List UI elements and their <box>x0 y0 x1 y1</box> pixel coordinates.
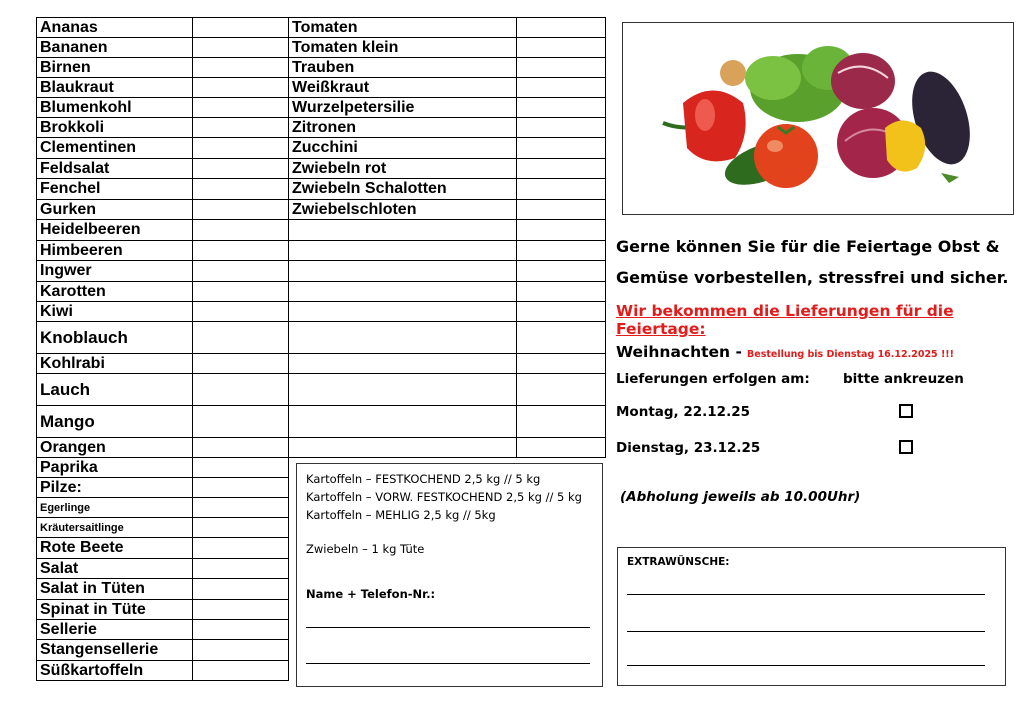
product-name: Trauben <box>289 58 517 78</box>
quantity-cell[interactable] <box>517 302 606 322</box>
table-row <box>37 282 606 302</box>
product-name: Bananen <box>37 38 193 58</box>
quantity-cell[interactable] <box>517 282 606 302</box>
extras-title: EXTRAWÜNSCHE: <box>627 556 730 568</box>
product-name: Sellerie <box>37 620 193 640</box>
quantity-cell[interactable] <box>193 518 289 538</box>
vegetables-photo <box>622 22 1014 215</box>
product-name: Zwiebeln Schalotten <box>289 179 517 200</box>
quantity-cell[interactable] <box>517 98 606 118</box>
quantity-cell[interactable] <box>193 620 289 640</box>
product-name: Kiwi <box>37 302 193 322</box>
quantity-cell[interactable] <box>193 640 289 661</box>
quantity-cell[interactable] <box>193 18 289 38</box>
table-row <box>37 179 606 200</box>
table-row <box>37 374 606 406</box>
extras-line-3[interactable] <box>627 665 985 666</box>
product-name: Birnen <box>37 58 193 78</box>
quantity-cell[interactable] <box>193 118 289 138</box>
quantity-cell[interactable] <box>517 118 606 138</box>
product-name: Zucchini <box>289 138 517 159</box>
holiday-row <box>616 342 954 361</box>
table-row <box>37 200 606 220</box>
product-name: Lauch <box>37 374 193 406</box>
quantity-cell[interactable] <box>193 38 289 58</box>
quantity-cell[interactable] <box>193 138 289 159</box>
product-name: Knoblauch <box>37 322 193 354</box>
quantity-cell[interactable] <box>193 58 289 78</box>
order-deadline: Bestellung bis Dienstag 16.12.2025 !!! <box>747 349 954 360</box>
contact-label: Name + Telefon-Nr.: <box>306 587 436 601</box>
table-row <box>37 18 606 38</box>
product-name: Brokkoli <box>37 118 193 138</box>
product-name: Tomaten <box>289 18 517 38</box>
product-name: Ananas <box>37 18 193 38</box>
quantity-cell[interactable] <box>193 78 289 98</box>
delivery-notice: Wir bekommen die Lieferungen für die Feiertage: <box>616 302 954 338</box>
quantity-cell[interactable] <box>193 538 289 559</box>
quantity-cell[interactable] <box>193 579 289 600</box>
product-name: Blaukraut <box>37 78 193 98</box>
quantity-cell[interactable] <box>517 38 606 58</box>
quantity-cell[interactable] <box>517 138 606 159</box>
quantity-cell[interactable] <box>517 406 606 438</box>
holiday-label: Weihnachten - <box>616 343 742 361</box>
empty-product-cell[interactable] <box>289 354 517 374</box>
onion-bag: Zwiebeln – 1 kg Tüte <box>306 542 425 556</box>
product-name: Paprika <box>37 458 193 478</box>
extras-box <box>617 547 1006 686</box>
table-row <box>37 406 606 438</box>
checkbox-monday[interactable] <box>899 404 913 423</box>
empty-product-cell[interactable] <box>289 322 517 354</box>
quantity-cell[interactable] <box>517 438 606 458</box>
quantity-cell[interactable] <box>193 322 289 354</box>
quantity-cell[interactable] <box>517 200 606 220</box>
product-name: Süßkartoffeln <box>37 661 193 681</box>
table-row <box>37 241 606 261</box>
product-name: Mango <box>37 406 193 438</box>
product-name: Wurzelpetersilie <box>289 98 517 118</box>
product-name: Pilze: <box>37 478 193 498</box>
table-row <box>37 322 606 354</box>
quantity-cell[interactable] <box>517 261 606 282</box>
quantity-cell[interactable] <box>193 220 289 241</box>
quantity-cell[interactable] <box>193 498 289 518</box>
table-row <box>37 98 606 118</box>
quantity-cell[interactable] <box>193 261 289 282</box>
quantity-cell[interactable] <box>193 600 289 620</box>
quantity-cell[interactable] <box>193 302 289 322</box>
quantity-cell[interactable] <box>193 98 289 118</box>
empty-product-cell[interactable] <box>289 438 517 458</box>
product-name: Karotten <box>37 282 193 302</box>
product-name: Egerlinge <box>37 498 193 518</box>
quantity-cell[interactable] <box>193 200 289 220</box>
delivery-day-tuesday: Dienstag, 23.12.25 <box>616 440 761 456</box>
table-row <box>37 58 606 78</box>
product-name: Gurken <box>37 200 193 220</box>
quantity-cell[interactable] <box>193 241 289 261</box>
product-name: Himbeeren <box>37 241 193 261</box>
product-name: Zwiebeln rot <box>289 159 517 179</box>
product-name: Spinat in Tüte <box>37 600 193 620</box>
quantity-cell[interactable] <box>517 322 606 354</box>
quantity-cell[interactable] <box>517 354 606 374</box>
potato-festkochend: Kartoffeln – FESTKOCHEND 2,5 kg // 5 kg <box>306 472 541 486</box>
product-name: Weißkraut <box>289 78 517 98</box>
table-row <box>37 438 606 458</box>
table-row <box>37 78 606 98</box>
potato-mehlig: Kartoffeln – MEHLIG 2,5 kg // 5kg <box>306 508 496 522</box>
empty-product-cell[interactable] <box>289 406 517 438</box>
empty-product-cell[interactable] <box>289 241 517 261</box>
quantity-cell[interactable] <box>193 406 289 438</box>
product-name: Salat in Tüten <box>37 579 193 600</box>
quantity-cell[interactable] <box>193 661 289 681</box>
product-name: Tomaten klein <box>289 38 517 58</box>
table-row <box>37 118 606 138</box>
product-name: Salat <box>37 559 193 579</box>
table-row <box>37 138 606 159</box>
quantity-cell[interactable] <box>517 58 606 78</box>
table-row <box>37 159 606 179</box>
quantity-cell[interactable] <box>193 478 289 498</box>
product-name: Feldsalat <box>37 159 193 179</box>
quantity-cell[interactable] <box>517 220 606 241</box>
product-name: Stangensellerie <box>37 640 193 661</box>
contact-line-1[interactable] <box>306 627 590 628</box>
product-name: Kohlrabi <box>37 354 193 374</box>
headline: Gerne können Sie für die Feiertage Obst & Gemüse vorbestellen, stressfrei und sicher. <box>616 237 1009 287</box>
product-name: Kräutersaitlinge <box>37 518 193 538</box>
deliveries-label: Lieferungen erfolgen am: <box>616 371 810 387</box>
delivery-day-monday: Montag, 22.12.25 <box>616 404 750 420</box>
product-name: Zitronen <box>289 118 517 138</box>
quantity-cell[interactable] <box>193 282 289 302</box>
product-name: Heidelbeeren <box>37 220 193 241</box>
tick-label: bitte ankreuzen <box>843 371 964 387</box>
quantity-cell[interactable] <box>193 159 289 179</box>
product-name: Blumenkohl <box>37 98 193 118</box>
quantity-cell[interactable] <box>193 559 289 579</box>
empty-product-cell[interactable] <box>289 374 517 406</box>
extras-line-2[interactable] <box>627 631 985 632</box>
extras-line-1[interactable] <box>627 594 985 595</box>
checkbox-tuesday[interactable] <box>899 440 913 459</box>
quantity-cell[interactable] <box>193 438 289 458</box>
quantity-cell[interactable] <box>193 179 289 200</box>
quantity-cell[interactable] <box>517 78 606 98</box>
empty-product-cell[interactable] <box>289 220 517 241</box>
quantity-cell[interactable] <box>517 179 606 200</box>
pickup-note: (Abholung jeweils ab 10.00Uhr) <box>620 489 861 505</box>
contact-line-2[interactable] <box>306 663 590 664</box>
empty-product-cell[interactable] <box>289 302 517 322</box>
table-row <box>37 302 606 322</box>
empty-product-cell[interactable] <box>289 261 517 282</box>
quantity-cell[interactable] <box>193 354 289 374</box>
quantity-cell[interactable] <box>517 241 606 261</box>
table-row <box>37 220 606 241</box>
empty-product-cell[interactable] <box>289 282 517 302</box>
product-name: Rote Beete <box>37 538 193 559</box>
table-row <box>37 261 606 282</box>
product-name: Clementinen <box>37 138 193 159</box>
table-row <box>37 354 606 374</box>
table-row <box>37 38 606 58</box>
quantity-cell[interactable] <box>517 374 606 406</box>
quantity-cell[interactable] <box>517 18 606 38</box>
quantity-cell[interactable] <box>193 374 289 406</box>
product-name: Zwiebelschloten <box>289 200 517 220</box>
product-name: Fenchel <box>37 179 193 200</box>
potato-vorw-festkochend: Kartoffeln – VORW. FESTKOCHEND 2,5 kg // 5 kg <box>306 490 582 504</box>
product-name: Orangen <box>37 438 193 458</box>
quantity-cell[interactable] <box>517 159 606 179</box>
quantity-cell[interactable] <box>193 458 289 478</box>
order-box <box>296 463 603 687</box>
product-name: Ingwer <box>37 261 193 282</box>
